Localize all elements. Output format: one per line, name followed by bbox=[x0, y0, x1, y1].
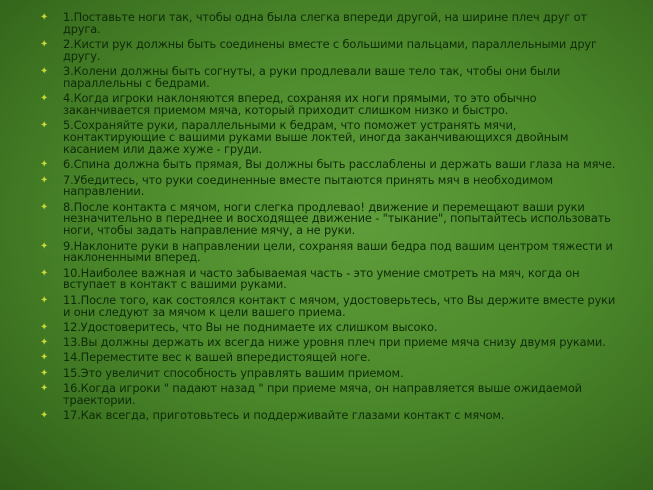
four-point-star-icon: ✦ bbox=[40, 294, 49, 306]
list-item-text: 13.Вы должны держать их всегда ниже уровня плеч при приеме мяча снизу двумя руками. bbox=[63, 335, 606, 350]
list-item bbox=[36, 120, 616, 155]
list-item bbox=[36, 66, 616, 90]
list-item-text: 5.Сохраняйте руки, параллельными к бедрам, что поможет устранять мячи, контактирующие с вашими руками выше локтей, иногда заканчивающихся двойным касанием или даже хуже - груди. bbox=[63, 118, 569, 156]
four-point-star-icon: ✦ bbox=[40, 383, 49, 395]
list-item-text: 7.Убедитесь, что руки соединенные вместе пытаются принять мяч в необходимом направлении. bbox=[63, 172, 553, 199]
list-item bbox=[36, 365, 616, 380]
list-item-text: 12.Удостоверитесь, что Вы не поднимаете их слишком высоко. bbox=[63, 319, 438, 334]
list-item-text: 11.После того, как состоялся контакт с мячом, удостоверьтесь, что Вы держите вместе руки и они следуют за мячом к цели вашего приема. bbox=[63, 292, 616, 319]
list-item bbox=[36, 383, 616, 407]
four-point-star-icon: ✦ bbox=[40, 174, 49, 186]
four-point-star-icon: ✦ bbox=[40, 120, 49, 132]
list-item-text: 16.Когда игроки " падают назад " при приеме мяча, он направляется выше ожидаемой траектории. bbox=[63, 381, 582, 407]
four-point-star-icon: ✦ bbox=[40, 240, 49, 252]
list-item bbox=[36, 39, 616, 63]
four-point-star-icon: ✦ bbox=[40, 267, 49, 279]
list-item bbox=[36, 93, 616, 117]
four-point-star-icon: ✦ bbox=[40, 93, 49, 105]
list-item-text: 15.Это увеличит способность управлять вашим приемом. bbox=[63, 365, 404, 380]
list-item bbox=[36, 410, 616, 422]
four-point-star-icon: ✦ bbox=[40, 159, 49, 171]
list-item bbox=[36, 292, 616, 319]
list-item-text: 10.Наиболее важная и часто забываемая часть - это умение смотреть на мяч, когда он вступает в контакт с вашими руками. bbox=[63, 265, 580, 292]
four-point-star-icon: ✦ bbox=[40, 337, 49, 349]
list-item-text: 6.Спина должна быть прямая, Вы должны быть расслаблены и держать ваши глаза на мяче. bbox=[63, 157, 616, 172]
list-item bbox=[36, 352, 616, 364]
four-point-star-icon: ✦ bbox=[40, 410, 49, 422]
four-point-star-icon: ✦ bbox=[40, 352, 49, 364]
list-item bbox=[36, 337, 616, 349]
four-point-star-icon: ✦ bbox=[40, 321, 49, 333]
four-point-star-icon: ✦ bbox=[40, 367, 49, 379]
list-item bbox=[36, 172, 616, 199]
four-point-star-icon: ✦ bbox=[40, 66, 49, 78]
four-point-star-icon: ✦ bbox=[40, 39, 49, 51]
list-item-text: 14.Переместите вес к вашей впередистоящей ноге. bbox=[63, 350, 371, 365]
instruction-list bbox=[36, 12, 616, 425]
list-item bbox=[36, 265, 616, 292]
list-item-text: 8.После контакта с мячом, ноги слегка продлевао! движение и перемещают ваши руки незначительно в переднее и восходящее движение - "тыкание", попытайтесь использовать ноги, чтобы задать направление мячу, а не руки. bbox=[63, 199, 611, 238]
list-item-text: 3.Колени должны быть согнуты, а руки продлевали ваше тело так, чтобы они были параллельны с бедрами. bbox=[63, 64, 561, 90]
list-item-text: 17.Как всегда, приготовьтесь и поддерживайте глазами контакт с мячом. bbox=[63, 408, 505, 423]
list-item-text: 1.Поставьте ноги так, чтобы одна была слегка впереди другой, на ширине плеч друг от друга. bbox=[63, 10, 587, 36]
list-item bbox=[36, 159, 616, 171]
list-item-text: 9.Наклоните руки в направлении цели, сохраняя ваши бедра под вашим центром тяжести и наклоненными вперед. bbox=[63, 238, 613, 265]
list-item-text: 2.Кисти рук должны быть соединены вместе с большими пальцами, параллельными друг другу. bbox=[63, 37, 597, 63]
list-item bbox=[36, 12, 616, 36]
four-point-star-icon: ✦ bbox=[40, 12, 49, 23]
list-item-text: 4.Когда игроки наклоняются вперед, сохраняя их ноги прямыми, то это обычно заканчивается приемом мяча, который приходит слишком низко и быстро. bbox=[63, 91, 537, 118]
list-item bbox=[36, 199, 616, 238]
list-item bbox=[36, 319, 616, 334]
list-item bbox=[36, 238, 616, 265]
four-point-star-icon: ✦ bbox=[40, 201, 49, 213]
